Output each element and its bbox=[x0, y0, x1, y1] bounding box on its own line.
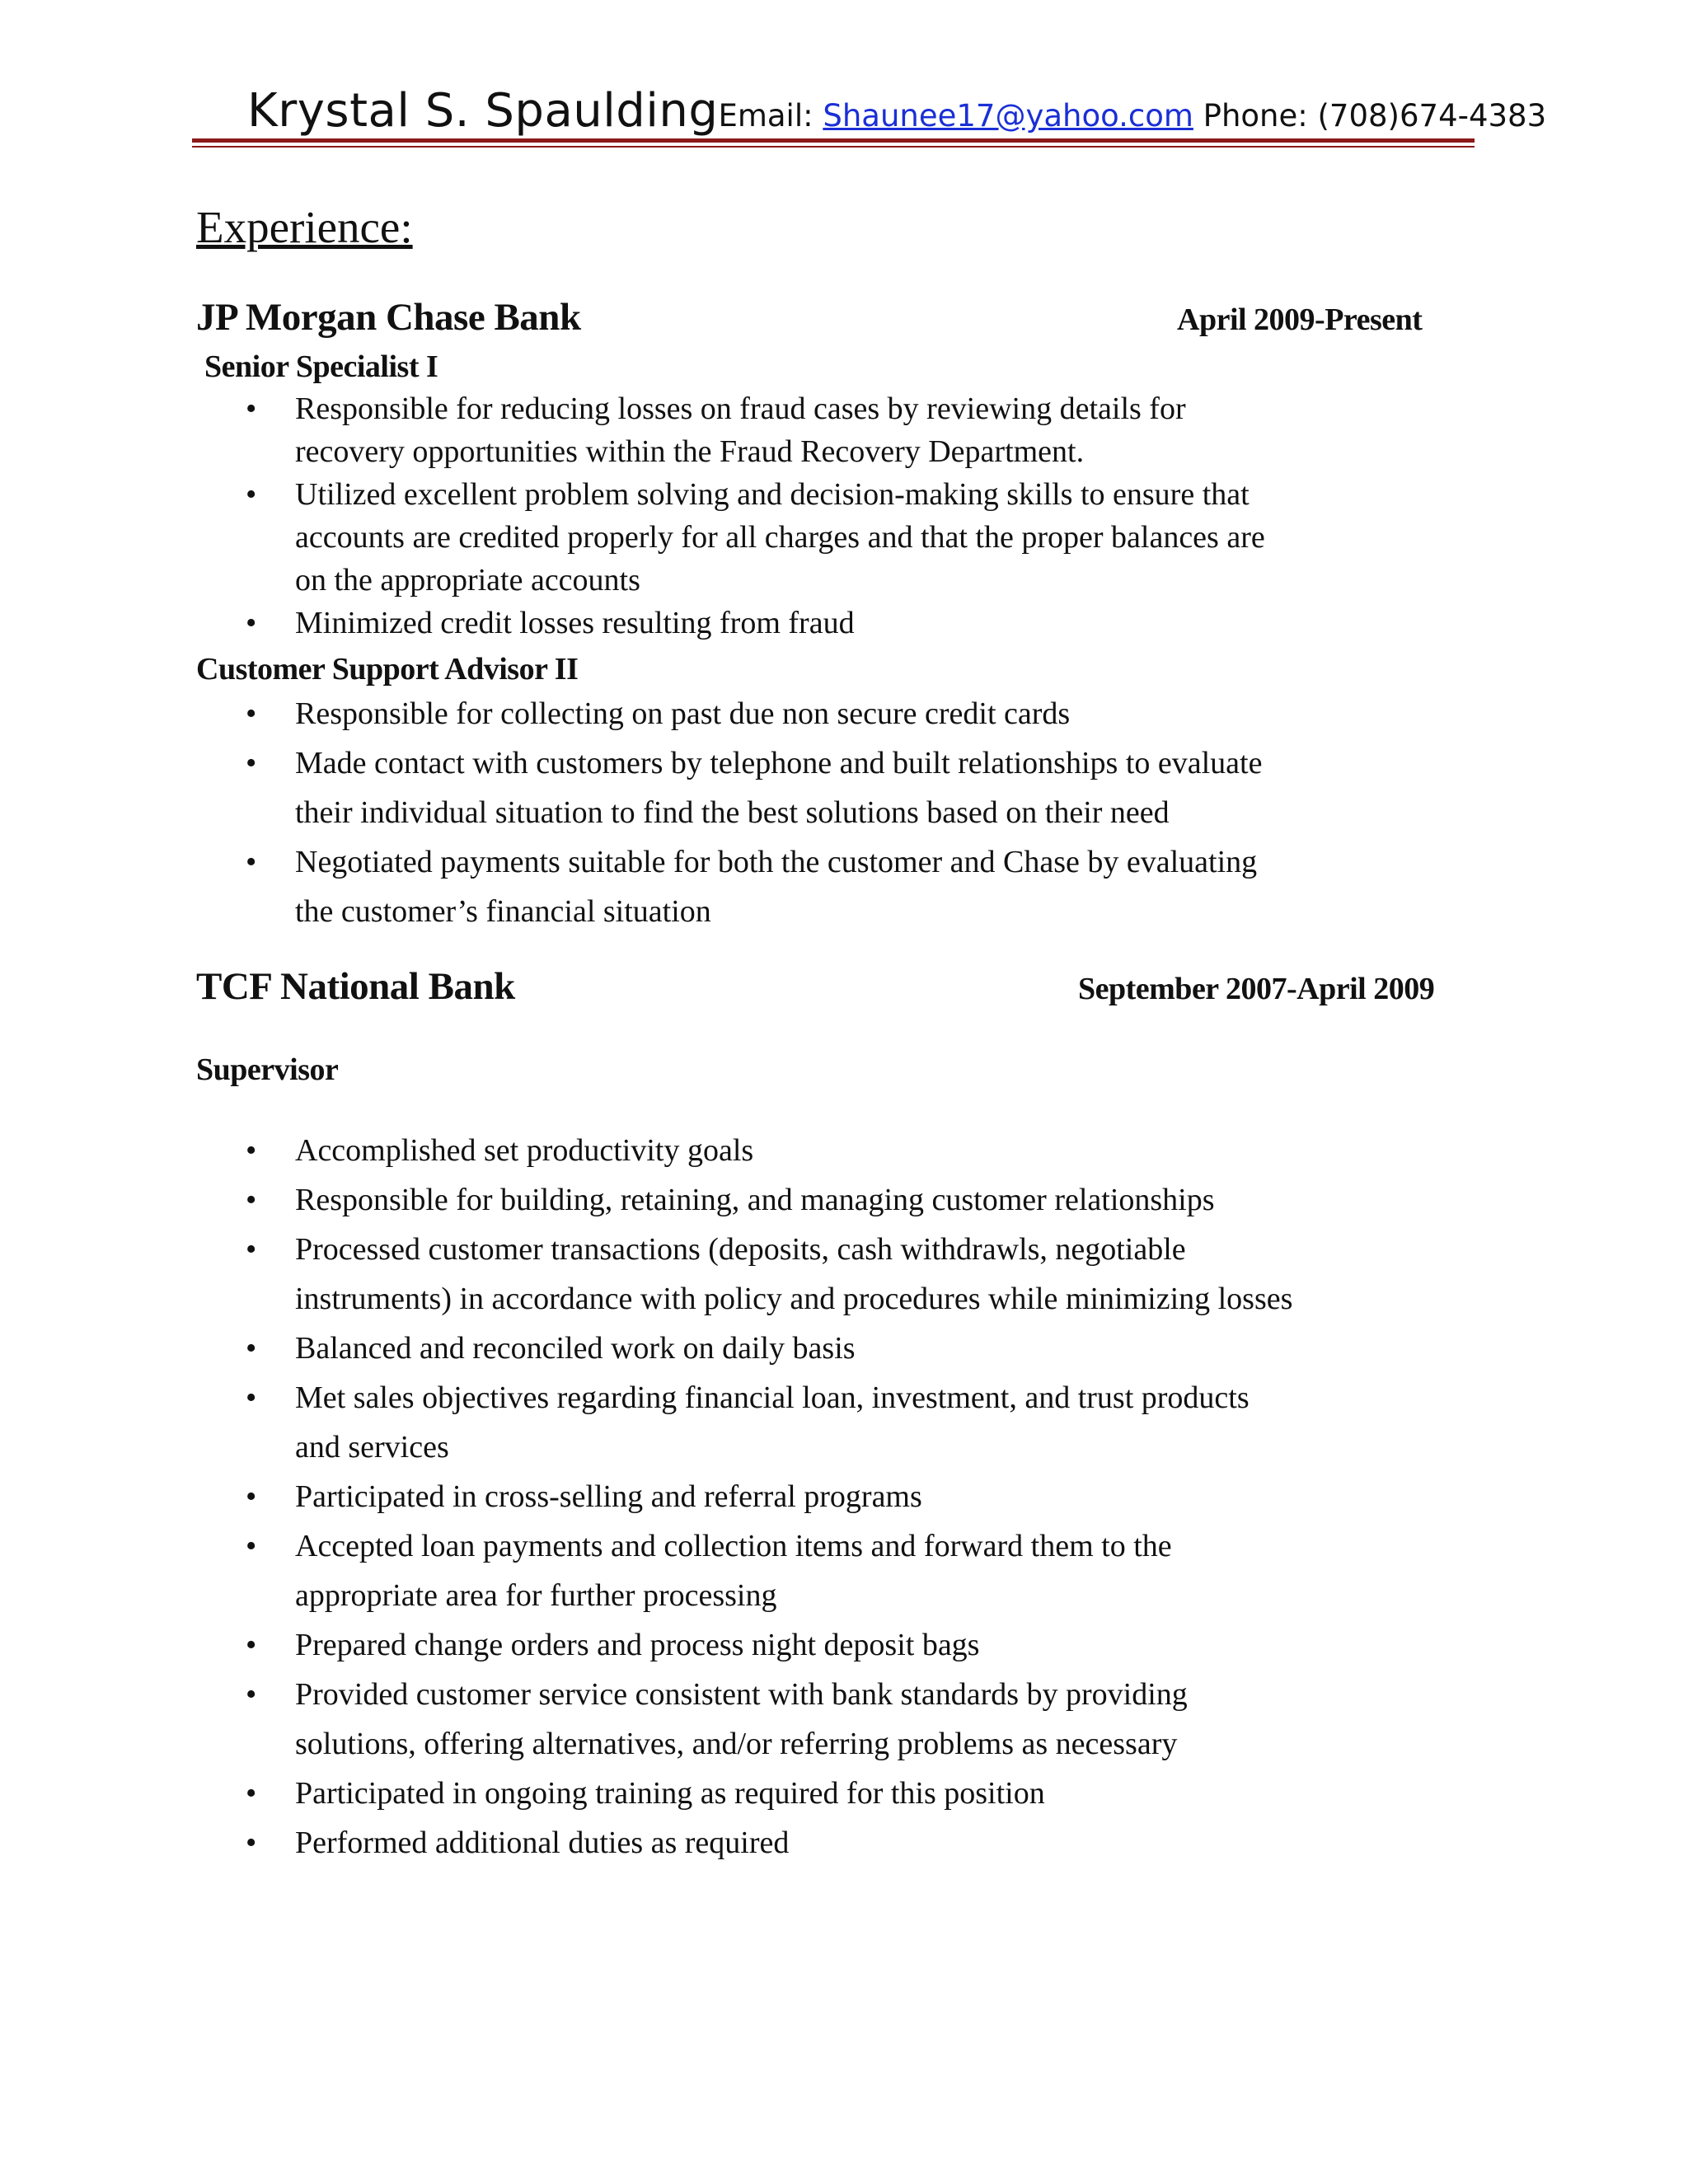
list-item: • Balanced and reconciled work on daily basis bbox=[0, 1324, 1294, 1373]
list-item: • Performed additional duties as required bbox=[0, 1818, 1294, 1868]
list-item: • Participated in ongoing training as required for this position bbox=[0, 1769, 1294, 1818]
list-item: • Provided customer service consistent with bank standards by providing solutions, offering alternatives, and/or referring problems as necessary bbox=[0, 1670, 1294, 1769]
candidate-name: Krystal S. Spaulding bbox=[247, 84, 719, 138]
list-item: • Met sales objectives regarding financial loan, investment, and trust products and services bbox=[0, 1373, 1294, 1472]
list-item: • Responsible for collecting on past due non secure credit cards bbox=[0, 689, 1294, 738]
list-item: • Negotiated payments suitable for both the customer and Chase by evaluating the customer’s financial situation bbox=[0, 837, 1294, 936]
list-item: • Processed customer transactions (deposits, cash withdrawls, negotiable instruments) in accordance with policy and procedures while minimizing losses bbox=[0, 1225, 1294, 1324]
list-item: • Made contact with customers by telephone and built relationships to evaluate their individual situation to find the best solutions based on their need bbox=[0, 738, 1294, 837]
company-name: TCF National Bank bbox=[196, 965, 515, 1008]
employment-dates: September 2007-April 2009 bbox=[1078, 972, 1435, 1006]
list-item: • Accepted loan payments and collection items and forward them to the appropriate area for further processing bbox=[0, 1521, 1294, 1620]
role-title: Customer Support Advisor II bbox=[196, 652, 579, 687]
section-title-experience: Experience: bbox=[196, 202, 413, 252]
list-item: • Minimized credit losses resulting from fraud bbox=[0, 602, 1294, 644]
list-item: • Responsible for reducing losses on fraud cases by reviewing details for recovery opportunities within the Fraud Recovery Department. bbox=[0, 387, 1294, 473]
role-bullet-list bbox=[0, 689, 1294, 936]
list-item: • Utilized excellent problem solving and decision-making skills to ensure that accounts are credited properly for all charges and that the proper balances are on the appropriate accounts bbox=[0, 473, 1294, 602]
resume-header bbox=[247, 84, 1546, 138]
list-item: • Responsible for building, retaining, and managing customer relationships bbox=[0, 1175, 1294, 1225]
list-item: • Prepared change orders and process night deposit bags bbox=[0, 1620, 1294, 1670]
header-divider-thin bbox=[192, 146, 1475, 148]
email-label: Email: bbox=[718, 98, 823, 134]
role-title: Senior Specialist I bbox=[204, 349, 438, 384]
role-bullet-list bbox=[0, 1126, 1294, 1868]
role-bullet-list bbox=[0, 387, 1294, 644]
company-name: JP Morgan Chase Bank bbox=[196, 296, 581, 339]
employment-dates: April 2009-Present bbox=[1177, 302, 1423, 337]
phone-number: Phone: (708)674-4383 bbox=[1193, 98, 1547, 134]
list-item: • Participated in cross-selling and referral programs bbox=[0, 1472, 1294, 1521]
role-title: Supervisor bbox=[196, 1052, 339, 1087]
header-divider-thick bbox=[192, 138, 1475, 143]
list-item: • Accomplished set productivity goals bbox=[0, 1126, 1294, 1175]
email-link[interactable]: Shaunee17@yahoo.com bbox=[823, 98, 1193, 134]
